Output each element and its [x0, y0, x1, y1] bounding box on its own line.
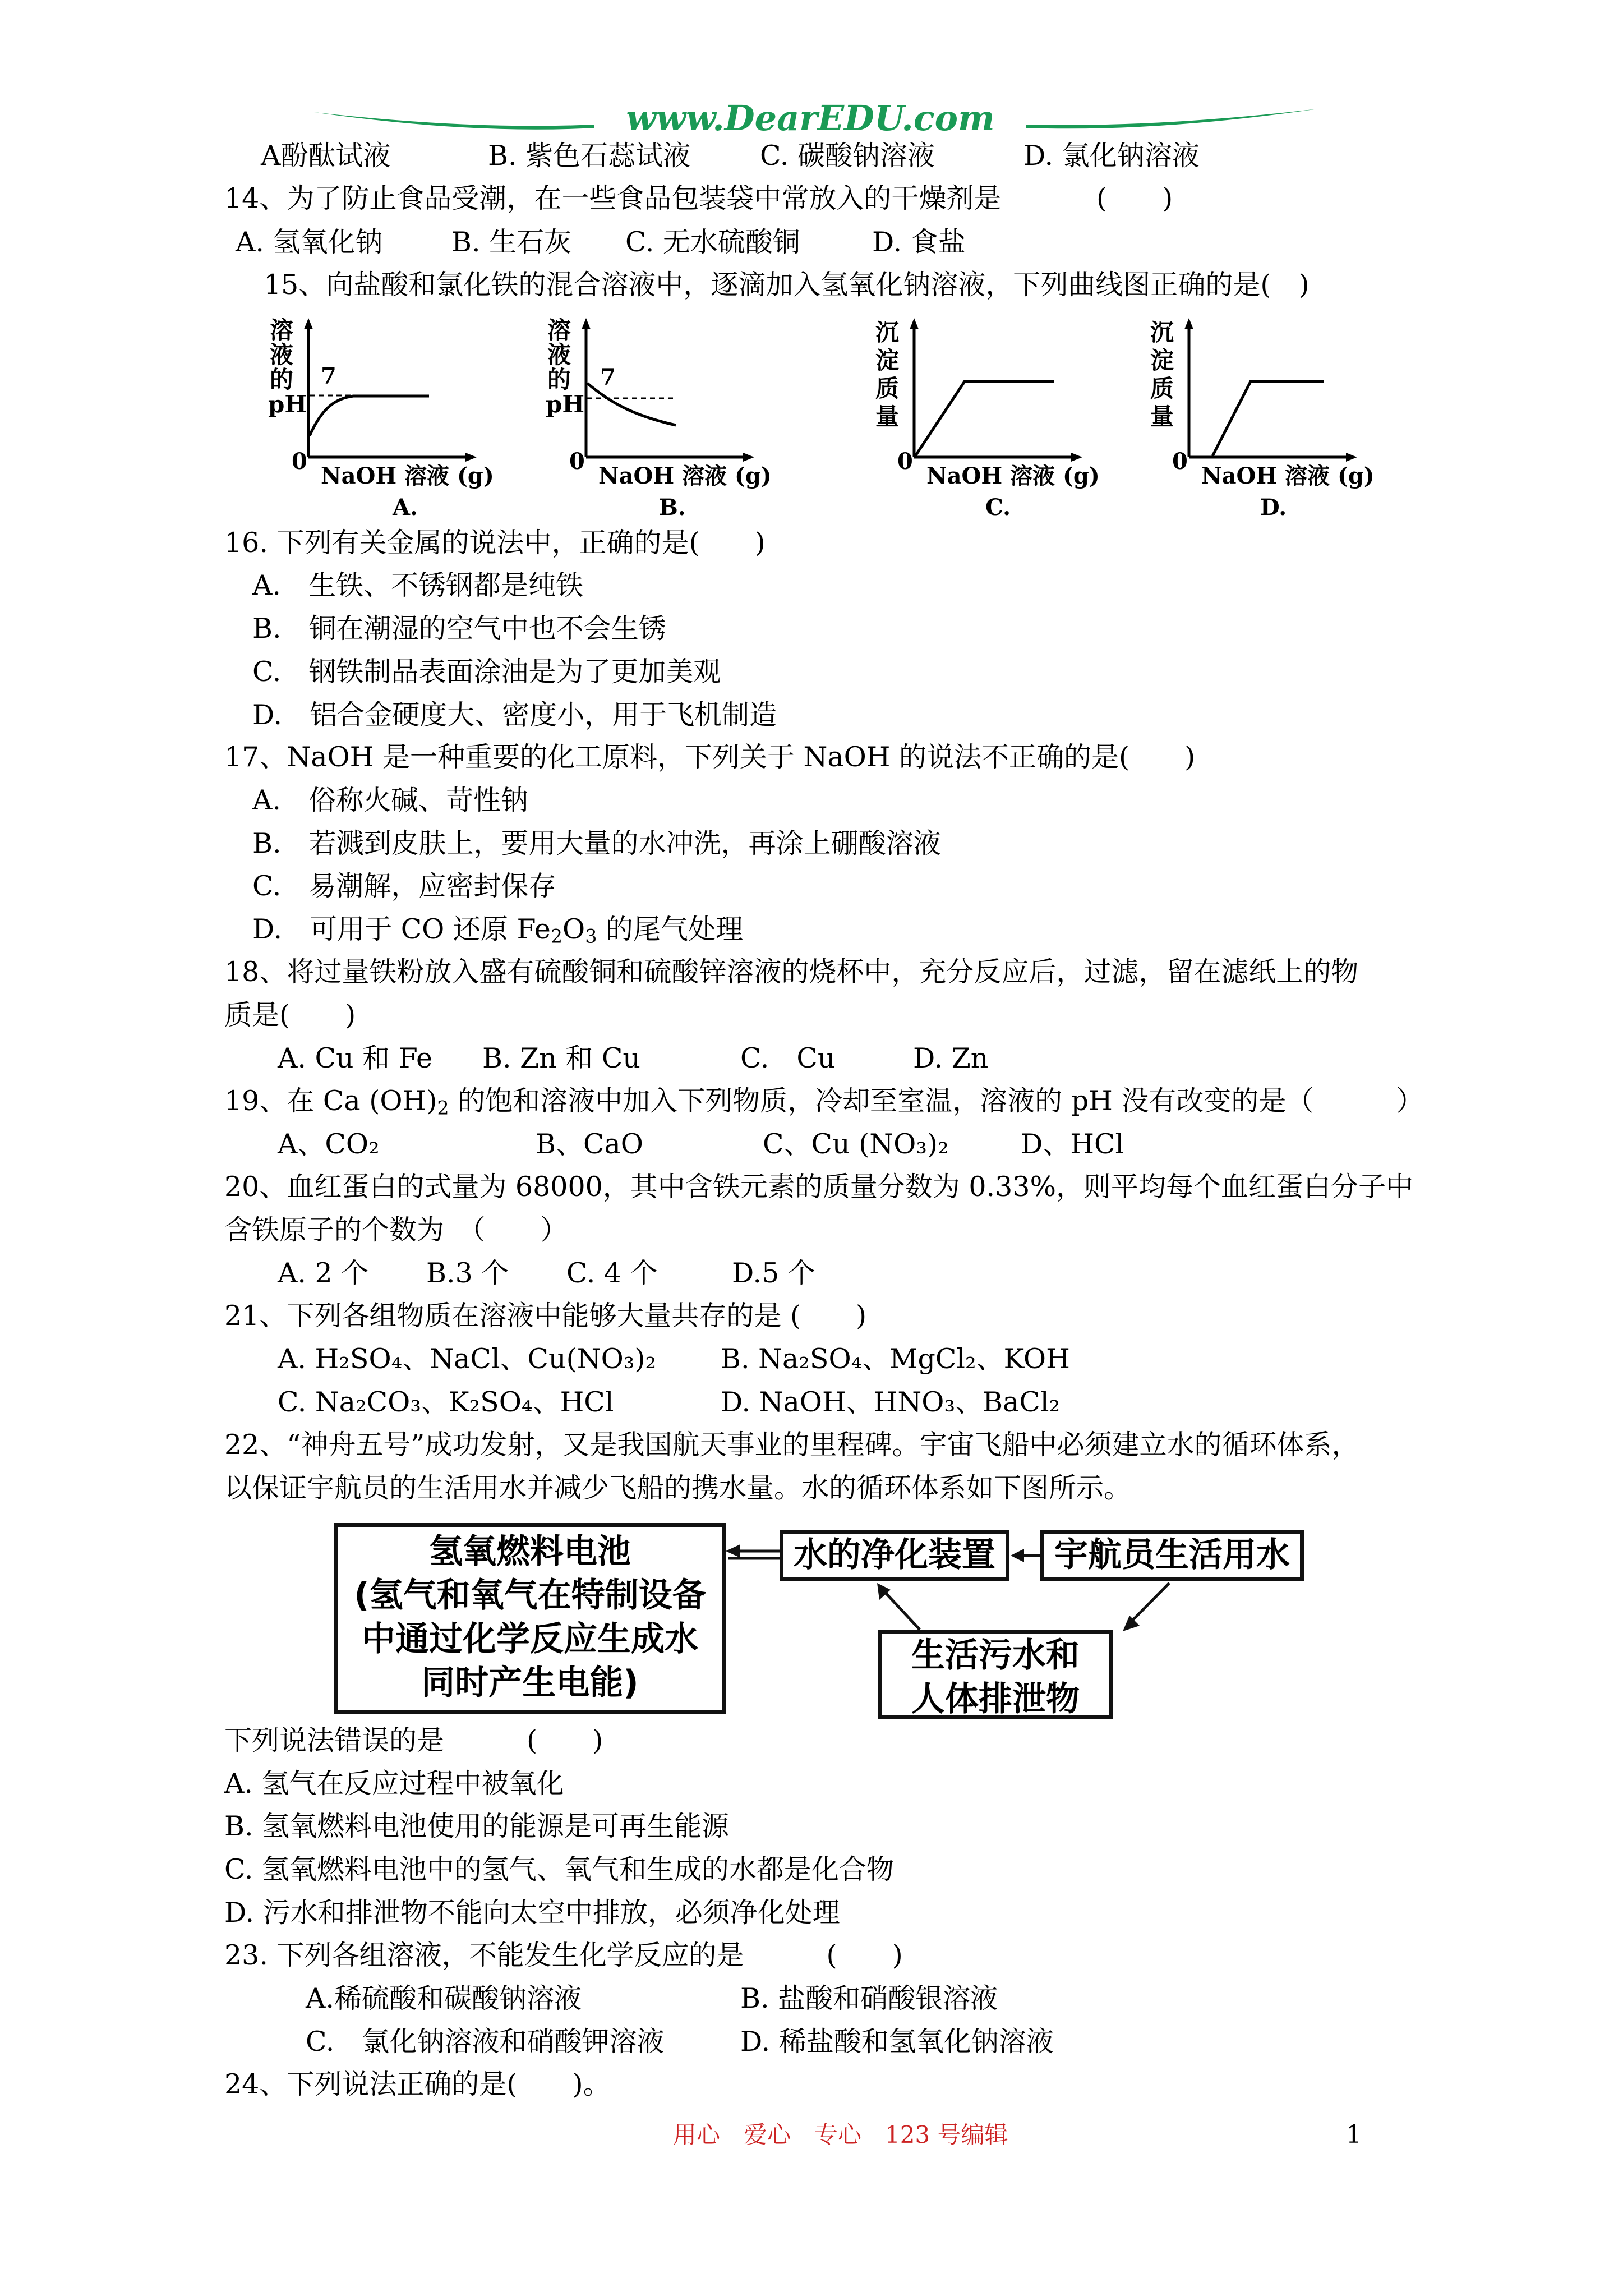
- graph-b-plot: [547, 317, 771, 468]
- q19-option-c: C、Cu (NO₃)₂: [763, 1128, 949, 1160]
- header-logo: [303, 95, 1329, 146]
- fuel-cell-label: 氢氧燃料电池 (氢气和氧气在特制设备 中通过化学反应生成水 同时产生电能): [354, 1532, 706, 1703]
- q22-question: 下列说法错误的是 ( ): [224, 1724, 603, 1756]
- q21-option-c: C. Na₂CO₃、K₂SO₄、HCl: [278, 1386, 614, 1418]
- graph-d-ylabel-4: 量: [1150, 403, 1174, 430]
- q14-option-a: A. 氢氧化钠: [236, 226, 383, 258]
- graph-d-letter: D.: [1260, 494, 1287, 521]
- graph-a-ylabel-4: pH: [268, 390, 307, 418]
- q18-option-d: D. Zn: [913, 1042, 989, 1074]
- q14-option-d: D. 食盐: [872, 226, 966, 258]
- graph-a-ref-7: 7: [321, 363, 336, 389]
- graph-b-origin: 0: [569, 448, 585, 475]
- q21-stem: 21、下列各组物质在溶液中能够大量共存的是 ( ): [224, 1300, 867, 1332]
- graph-d-xlabel: NaOH 溶液 (g): [1201, 463, 1375, 489]
- graph-a-letter: A.: [393, 494, 418, 521]
- q23-option-c: C. 氯化钠溶液和硝酸钾溶液: [306, 2026, 665, 2058]
- graph-d-origin: 0: [1172, 448, 1188, 475]
- graph-c-plot: [875, 317, 1099, 468]
- q17-option-d: D. 可用于 CO 还原 $Fe_2O_3$ 的尾气处理: [252, 913, 743, 947]
- q14-option-b: B. 生石灰: [451, 226, 572, 258]
- graph-b-ylabel-2: 液: [547, 341, 571, 369]
- q23-option-d: D. 稀盐酸和氢氧化钠溶液: [740, 2026, 1054, 2058]
- q15-graph-c: [875, 317, 1099, 519]
- q13-option-c: C. 碳酸钠溶液: [760, 140, 935, 172]
- graph-a-ylabel-3: 的: [269, 366, 293, 393]
- q16-option-d: D. 铝合金硬度大、密度小，用于飞机制造: [252, 699, 777, 731]
- graph-a-xlabel: NaOH 溶液 (g): [321, 463, 494, 489]
- graph-b-xlabel: NaOH 溶液 (g): [598, 463, 772, 489]
- q16-stem: 16. 下列有关金属的说法中，正确的是( ): [224, 527, 766, 559]
- graph-d-ylabel-1: 沉: [1150, 319, 1174, 346]
- q17-option-b: B. 若溅到皮肤上，要用大量的水冲洗，再涂上硼酸溶液: [252, 827, 941, 859]
- q20-stem-line1: 20、血红蛋白的式量为 68000，其中含铁元素的质量分数为 0.33%，则平均每个血红蛋白分子中: [224, 1171, 1414, 1203]
- q19-option-a: A、CO₂: [278, 1128, 380, 1160]
- q21-option-d: D. NaOH、HNO₃、BaCl₂: [721, 1386, 1061, 1418]
- q17-option-c: C. 易潮解，应密封保存: [252, 870, 556, 902]
- footer-editor-note: 用心 爱心 专心 123 号编辑: [673, 2121, 1008, 2148]
- q13-option-d: D. 氯化钠溶液: [1023, 140, 1200, 172]
- graph-d-plot: [1150, 317, 1374, 468]
- q23-option-b: B. 盐酸和硝酸银溶液: [740, 1982, 998, 2014]
- q20-option-a: A. 2 个: [278, 1257, 369, 1289]
- graph-a-origin: 0: [292, 448, 307, 475]
- q15-graph-a: [269, 317, 494, 519]
- graph-b-ylabel-1: 溶: [547, 316, 571, 344]
- q15-graph-b: [547, 317, 771, 519]
- q17-option-a: A. 俗称火碱、苛性钠: [252, 784, 528, 816]
- graph-b-ylabel-4: pH: [546, 390, 585, 418]
- graph-c-ylabel-1: 沉: [875, 319, 899, 346]
- q23-option-a: A.稀硫酸和碳酸钠溶液: [306, 1982, 582, 2014]
- q23-stem: 23. 下列各组溶液，不能发生化学反应的是 ( ): [224, 1939, 903, 1971]
- q15-graph-d: [1150, 317, 1374, 519]
- waste-label: 生活污水和 人体排泄物: [911, 1636, 1080, 1719]
- graph-c-xlabel: NaOH 溶液 (g): [926, 463, 1100, 489]
- q22-stem-line1: 22、“神舟五号”成功发射，又是我国航天事业的里程碑。宇宙飞船中必须建立水的循环体系，: [224, 1429, 1359, 1461]
- q14-stem: 14、为了防止食品受潮，在一些食品包装袋中常放入的干燥剂是: [224, 182, 1002, 214]
- q17-stem: 17、NaOH 是一种重要的化工原料，下列关于 NaOH 的说法不正确的是( ): [224, 741, 1196, 773]
- graph-c-origin: 0: [897, 448, 913, 475]
- graph-c-ylabel-3: 质: [875, 375, 899, 402]
- q20-option-b: B.3 个: [426, 1257, 509, 1289]
- graph-a-ylabel-2: 液: [269, 341, 293, 369]
- diagram-arrows: [718, 1526, 1391, 1705]
- q18-stem-line2: 质是( ): [224, 999, 356, 1031]
- q20-option-c: C. 4 个: [566, 1257, 658, 1289]
- q21-option-b: B. Na₂SO₄、MgCl₂、KOH: [721, 1343, 1070, 1375]
- q19-option-b: B、CaO: [536, 1128, 643, 1160]
- purifier-label: 水的净化装置: [794, 1535, 995, 1575]
- q15-stem: 15、向盐酸和氯化铁的混合溶液中，逐滴加入氢氧化钠溶液，下列曲线图正确的是( ): [264, 269, 1310, 301]
- q22-option-c: C. 氢氧燃料电池中的氢气、氧气和生成的水都是化合物: [224, 1853, 894, 1885]
- graph-c-ylabel-2: 淀: [875, 347, 899, 374]
- q22-stem-line2: 以保证宇航员的生活用水并减少飞船的携水量。水的循环体系如下图所示。: [224, 1472, 1132, 1504]
- graph-c-ylabel-4: 量: [875, 403, 899, 430]
- q16-option-b: B. 铜在潮湿的空气中也不会生锈: [252, 613, 666, 645]
- graph-b-letter: B.: [659, 494, 686, 521]
- q22-option-a: A. 氢气在反应过程中被氧化: [224, 1768, 564, 1800]
- q16-option-c: C. 钢铁制品表面涂油是为了更加美观: [252, 656, 721, 688]
- graph-c-letter: C.: [985, 494, 1011, 521]
- q24-stem: 24、下列说法正确的是( )。: [224, 2068, 611, 2100]
- graph-b-ref-7: 7: [600, 364, 616, 390]
- q22-option-d: D. 污水和排泄物不能向太空中排放，必须净化处理: [224, 1897, 840, 1929]
- q19-option-d: D、HCl: [1021, 1128, 1124, 1160]
- graph-d-ylabel-2: 淀: [1150, 347, 1174, 374]
- page-number: 1: [1346, 2120, 1362, 2149]
- q13-option-a: A酚酞试液: [261, 140, 391, 172]
- graph-a-ylabel-1: 溶: [269, 316, 293, 344]
- astronaut-water-label: 宇航员生活用水: [1054, 1535, 1290, 1575]
- q14-bracket: ( ): [1096, 182, 1173, 214]
- q19-stem: 19、在 Ca $(OH)_2$ 的饱和溶液中加入下列物质，冷却至室温，溶液的 pH 没有改变的是（ ）: [224, 1085, 1424, 1119]
- q18-stem-line1: 18、将过量铁粉放入盛有硫酸铜和硫酸锌溶液的烧杯中，充分反应后，过滤，留在滤纸上的物: [224, 956, 1359, 988]
- graph-d-ylabel-3: 质: [1150, 375, 1174, 402]
- q18-option-b: B. Zn 和 Cu: [482, 1042, 640, 1074]
- q18-option-a: A. Cu 和 Fe: [278, 1042, 433, 1074]
- graph-a-plot: [269, 317, 494, 468]
- q22-option-b: B. 氢氧燃料电池使用的能源是可再生能源: [224, 1810, 730, 1842]
- q20-option-d: D.5 个: [732, 1257, 815, 1289]
- q14-option-c: C. 无水硫酸铜: [625, 226, 800, 258]
- q13-option-b: B. 紫色石蕊试液: [488, 140, 691, 172]
- svg-text:www.DearEDU.com: www.DearEDU.com: [626, 98, 995, 139]
- q16-option-a: A. 生铁、不锈钢都是纯铁: [252, 569, 583, 601]
- q20-stem-line2: 含铁原子的个数为 （ ）: [224, 1214, 568, 1246]
- graph-b-ylabel-3: 的: [547, 366, 571, 393]
- q21-option-a: A. H₂SO₄、NaCl、Cu(NO₃)₂: [278, 1343, 657, 1375]
- q18-option-c: C. Cu: [740, 1042, 836, 1074]
